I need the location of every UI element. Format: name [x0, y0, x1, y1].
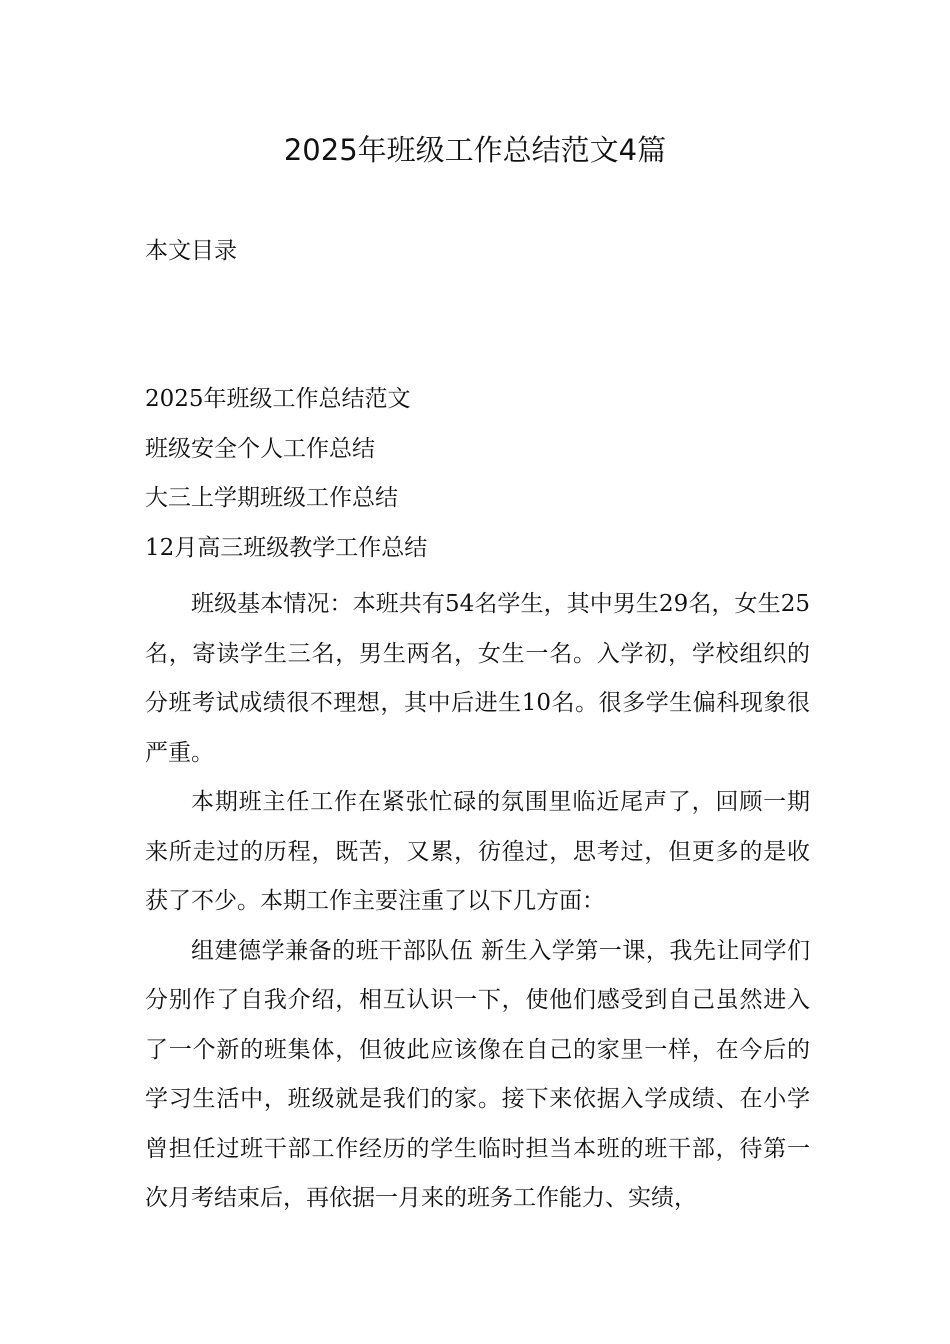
document-title: 2025年班级工作总结范文4篇	[283, 133, 667, 167]
toc-item[interactable]: 12月高三班级教学工作总结	[145, 534, 428, 561]
toc-item[interactable]: 大三上学期班级工作总结	[145, 485, 398, 511]
paragraph: 组建德学兼备的班干部队伍 新生入学第一课，我先让同学们分别作了自我介绍，相互认识一下，使他们感受到自己虽然进入了一个新的班集体，但彼此应该像在自己的家里一样，在今后的学习生活中，班级就是我们的家。接下来依据入学成绩、在小学曾担任过班干部工作经历的学生临时担当本班的班干部，待第一次月考结束后，再依据一月来的班务工作能力、实绩，	[145, 937, 810, 1211]
table-of-contents	[145, 382, 427, 580]
document-body	[145, 580, 810, 1224]
toc-heading: 本文目录	[145, 238, 237, 264]
toc-item[interactable]: 班级安全个人工作总结	[145, 435, 375, 462]
paragraph: 班级基本情况：本班共有54名学生，其中男生29名，女生25名，寄读学生三名，男生两名，女生一名。入学初，学校组织的分班考试成绩很不理想，其中后进生10名。很多学生偏科现象很严重。	[145, 591, 810, 766]
paragraph: 本期班主任工作在紧张忙碌的氛围里临近尾声了，回顾一期来所走过的历程，既苦，又累，彷徨过，思考过，但更多的是收获了不少。本期工作主要注重了以下几方面：	[145, 789, 810, 914]
toc-item[interactable]: 2025年班级工作总结范文	[145, 386, 411, 412]
